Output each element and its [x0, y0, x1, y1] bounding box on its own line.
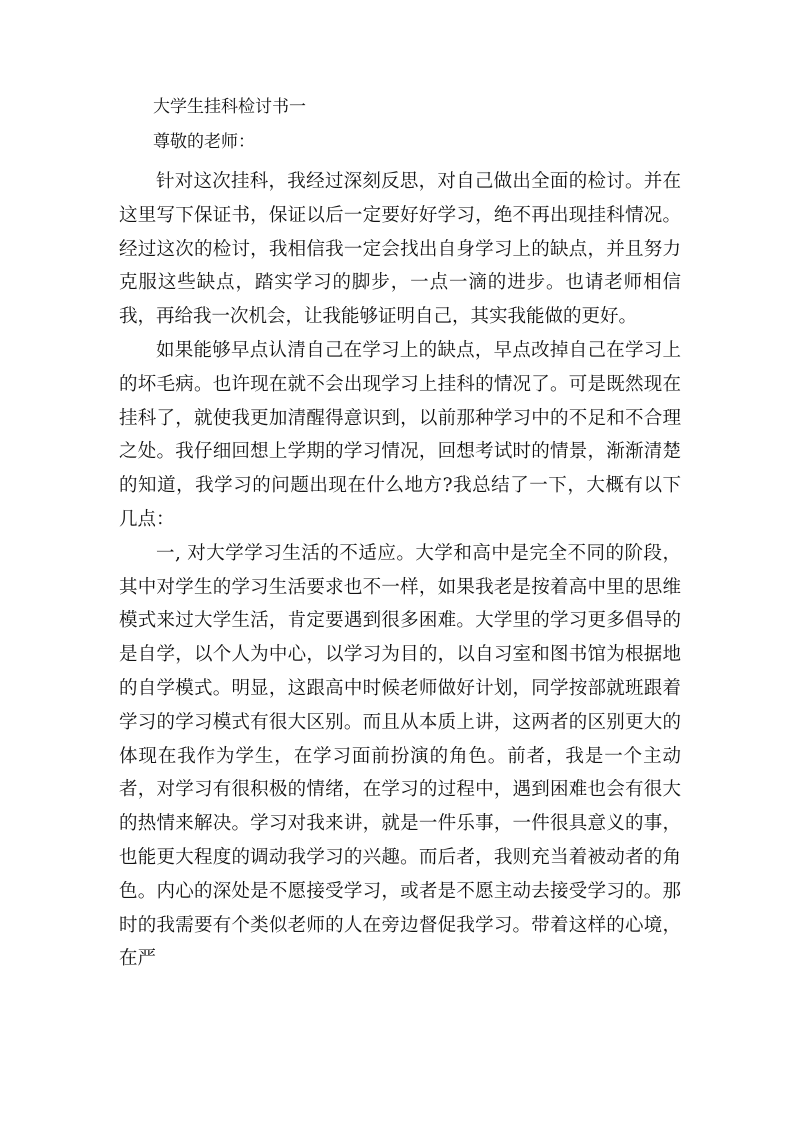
document-title: 大学生挂科检讨书一 — [153, 97, 306, 117]
salutation: 尊敬的老师： — [153, 132, 255, 152]
paragraph-2: 如果能够早点认清自己在学习上的缺点，早点改掉自己在学习上的坏毛病。也许现在就不会出现学习上挂科的情况了。可是既然现在挂科了，就使我更加清醒得意识到，以前那种学习中的不足和不合理之处。我仔细回想上学期的学习情况，回想考试时的情景，渐渐清楚的知道，我学习的问题出现在什么地方?我总结了一下，大概有以下几点： — [119, 339, 681, 530]
document-body — [119, 165, 681, 976]
paragraph-3: 一, 对大学学习生活的不适应。大学和高中是完全不同的阶段，其中对学生的学习生活要求也不一样，如果我老是按着高中里的思维模式来过大学生活，肯定要遇到很多困难。大学里的学习更多倡导的是自学，以个人为中心，以学习为目的，以自习室和图书馆为根据地的自学模式。明显，这跟高中时候老师做好计划，同学按部就班跟着学习的学习模式有很大区别。而且从本质上讲，这两者的区别更大的体现在我作为学生，在学习面前扮演的角色。前者，我是一个主动者，对学习有很积极的情绪，在学习的过程中，遇到困难也会有很大的热情来解决。学习对我来讲，就是一件乐事，一件很具意义的事，也能更大程度的调动我学习的兴趣。而后者，我则充当着被动者的角色。内心的深处是不愿接受学习，或者是不愿主动去接受学习的。那时的我需要有个类似老师的人在旁边督促我学习。带着这样的心境，在严 — [119, 542, 681, 970]
paragraph-1: 针对这次挂科，我经过深刻反思，对自己做出全面的检讨。并在这里写下保证书，保证以后一定要好好学习，绝不再出现挂科情况。经过这次的检讨，我相信我一定会找出自身学习上的缺点，并且努力克服这些缺点，踏实学习的脚步，一点一滴的进步。也请老师相信我，再给我一次机会，让我能够证明自己，其实我能做的更好。 — [119, 171, 681, 328]
